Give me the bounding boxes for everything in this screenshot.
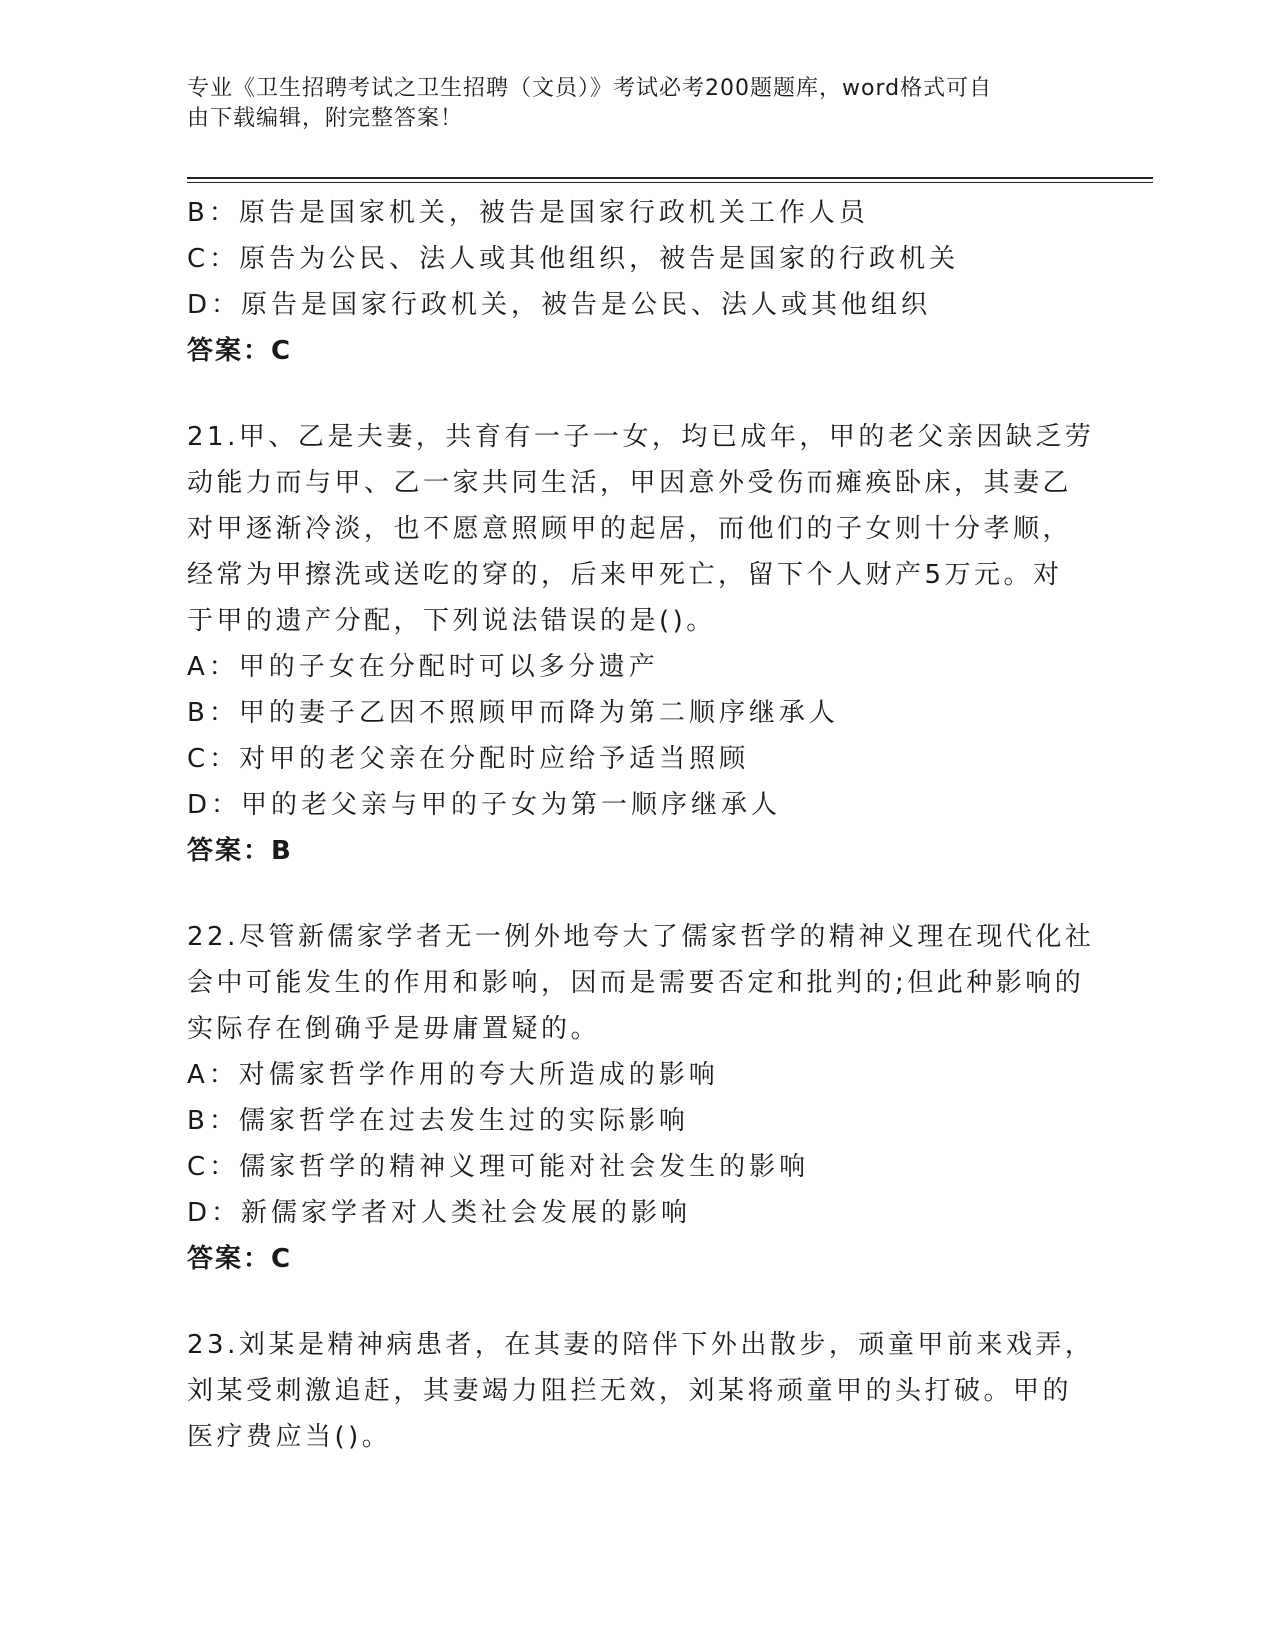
- option-d: D：新儒家学者对人类社会发展的影响: [187, 1198, 692, 1228]
- header-rule-thin: [187, 182, 1153, 183]
- stem-line: 23.刘某是精神病患者，在其妻的陪伴下外出散步，顽童甲前来戏弄，: [187, 1330, 1095, 1360]
- document-body: [187, 190, 1095, 1460]
- header-line-1: 专业《卫生招聘考试之卫生招聘（文员）》考试必考200题题库，word格式可自: [187, 76, 993, 101]
- option-a: A：甲的子女在分配时可以多分遗产: [187, 652, 659, 682]
- option-a: A：对儒家哲学作用的夸大所造成的影响: [187, 1060, 719, 1090]
- option-d: D：甲的老父亲与甲的子女为第一顺序继承人: [187, 790, 782, 820]
- option-d: D：原告是国家行政机关，被告是公民、法人或其他组织: [187, 290, 932, 320]
- question-stem: [187, 414, 1095, 644]
- header-line-2: 由下载编辑，附完整答案！: [187, 106, 464, 131]
- page-header: [187, 74, 1067, 134]
- option-b: B：甲的妻子乙因不照顾甲而降为第二顺序继承人: [187, 698, 839, 728]
- answer: 答案：C: [187, 1244, 293, 1274]
- stem-line: 会中可能发生的作用和影响，因而是需要否定和批判的;但此种影响的: [187, 968, 1085, 998]
- stem-line: 经常为甲擦洗或送吃的穿的，后来甲死亡，留下个人财产5万元。对: [187, 560, 1063, 590]
- option-c: C：儒家哲学的精神义理可能对社会发生的影响: [187, 1152, 810, 1182]
- stem-line: 22.尽管新儒家学者无一例外地夸大了儒家哲学的精神义理在现代化社: [187, 922, 1095, 952]
- question-23: [187, 1322, 1095, 1460]
- option-c: C：原告为公民、法人或其他组织，被告是国家的行政机关: [187, 244, 960, 274]
- option-b: B：原告是国家机关，被告是国家行政机关工作人员: [187, 198, 869, 228]
- spacer: [187, 1282, 1087, 1322]
- stem-line: 于甲的遗产分配，下列说法错误的是()。: [187, 606, 716, 636]
- option-b: B：儒家哲学在过去发生过的实际影响: [187, 1106, 689, 1136]
- spacer: [187, 874, 1087, 914]
- stem-line: 医疗费应当()。: [187, 1422, 392, 1452]
- stem-line: 动能力而与甲、乙一家共同生活，甲因意外受伤而瘫痪卧床，其妻乙: [187, 468, 1073, 498]
- stem-line: 实际存在倒确乎是毋庸置疑的。: [187, 1014, 601, 1044]
- stem-line: 刘某受刺激追赶，其妻竭力阻拦无效，刘某将顽童甲的头打破。甲的: [187, 1376, 1073, 1406]
- question-stem: [187, 1322, 1095, 1460]
- stem-line: 21.甲、乙是夫妻，共育有一子一女，均已成年，甲的老父亲因缺乏劳: [187, 422, 1095, 452]
- question-22: [187, 914, 1095, 1282]
- spacer: [187, 374, 1087, 414]
- answer: 答案：C: [187, 336, 293, 366]
- answer: 答案：B: [187, 836, 293, 866]
- question-21: [187, 414, 1095, 874]
- option-c: C：对甲的老父亲在分配时应给予适当照顾: [187, 744, 750, 774]
- stem-line: 对甲逐渐冷淡，也不愿意照顾甲的起居，而他们的子女则十分孝顺，: [187, 514, 1073, 544]
- prev-question-block: [187, 190, 1087, 374]
- question-stem: [187, 914, 1095, 1052]
- header-rule: [187, 177, 1153, 179]
